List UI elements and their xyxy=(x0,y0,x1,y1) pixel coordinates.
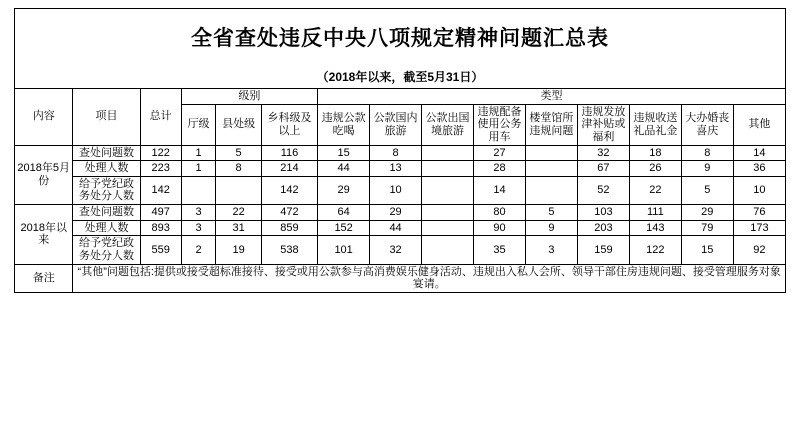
cell-value xyxy=(525,176,577,204)
cell-value: 1 xyxy=(181,145,216,161)
cell-value xyxy=(525,145,577,161)
cell-total: 122 xyxy=(140,145,181,161)
header-type-0: 违规公款吃喝 xyxy=(318,104,370,145)
header-type-5: 违规发放津补贴或福利 xyxy=(577,104,629,145)
document-page xyxy=(0,8,800,442)
cell-value: 9 xyxy=(681,161,733,177)
cell-value: 3 xyxy=(525,236,577,264)
cell-value: 2 xyxy=(181,236,216,264)
summary-table xyxy=(14,88,786,293)
cell-value: 29 xyxy=(318,176,370,204)
table-row xyxy=(15,176,786,204)
header-type-1: 公款国内旅游 xyxy=(370,104,422,145)
cell-value: 31 xyxy=(216,220,261,236)
cell-value: 122 xyxy=(629,236,681,264)
cell-value: 116 xyxy=(261,145,317,161)
period-label-1: 2018年以来 xyxy=(15,205,73,265)
cell-total: 893 xyxy=(140,220,181,236)
cell-value xyxy=(422,236,474,264)
page-title: 全省查处违反中央八项规定精神问题汇总表 xyxy=(191,25,609,50)
cell-value: 14 xyxy=(733,145,785,161)
cell-total: 223 xyxy=(140,161,181,177)
cell-value xyxy=(181,176,216,204)
cell-value: 8 xyxy=(370,145,422,161)
header-total: 总计 xyxy=(140,89,181,146)
cell-value: 142 xyxy=(261,176,317,204)
header-row-groups xyxy=(15,89,786,105)
cell-value: 9 xyxy=(525,220,577,236)
header-content-label: 内容 xyxy=(15,89,73,146)
cell-value xyxy=(422,161,474,177)
cell-value: 5 xyxy=(525,205,577,221)
cell-value: 22 xyxy=(216,205,261,221)
table-row xyxy=(15,205,786,221)
cell-value: 5 xyxy=(216,145,261,161)
cell-value: 28 xyxy=(474,161,526,177)
title-bar xyxy=(14,8,786,64)
cell-value: 79 xyxy=(681,220,733,236)
cell-value: 1 xyxy=(181,161,216,177)
header-type-2: 公款出国境旅游 xyxy=(422,104,474,145)
cell-value: 538 xyxy=(261,236,317,264)
row-project-label: 查处问题数 xyxy=(73,205,140,221)
header-level-0: 厅级 xyxy=(181,104,216,145)
cell-value: 44 xyxy=(370,220,422,236)
remark-text: “其他”问题包括:提供或接受超标准接待、接受或用公款参与高消费娱乐健身活动、违规出入私人会所、领导干部住房违规问题、接受管理服务对象宴请。 xyxy=(73,264,786,292)
cell-value: 859 xyxy=(261,220,317,236)
remark-label: 备注 xyxy=(15,264,73,292)
cell-value: 27 xyxy=(474,145,526,161)
cell-value: 13 xyxy=(370,161,422,177)
header-level-2: 乡科级及以上 xyxy=(261,104,317,145)
cell-value: 103 xyxy=(577,205,629,221)
row-project-label: 给予党纪政务处分人数 xyxy=(73,236,140,264)
cell-value: 76 xyxy=(733,205,785,221)
header-type-7: 大办婚丧喜庆 xyxy=(681,104,733,145)
row-project-label: 处理人数 xyxy=(73,161,140,177)
period-label-0: 2018年5月份 xyxy=(15,145,73,205)
table-row xyxy=(15,236,786,264)
cell-value: 19 xyxy=(216,236,261,264)
table-row xyxy=(15,145,786,161)
cell-value xyxy=(422,176,474,204)
cell-value: 36 xyxy=(733,161,785,177)
table-row xyxy=(15,161,786,177)
cell-value: 92 xyxy=(733,236,785,264)
cell-total: 559 xyxy=(140,236,181,264)
header-project: 项目 xyxy=(73,89,140,146)
header-type-4: 楼堂馆所违规问题 xyxy=(525,104,577,145)
cell-value: 5 xyxy=(681,176,733,204)
cell-value xyxy=(422,205,474,221)
cell-value: 32 xyxy=(370,236,422,264)
cell-value: 35 xyxy=(474,236,526,264)
header-type-6: 违规收送礼品礼金 xyxy=(629,104,681,145)
remark-row xyxy=(15,264,786,292)
cell-value: 22 xyxy=(629,176,681,204)
cell-value: 14 xyxy=(474,176,526,204)
cell-value: 32 xyxy=(577,145,629,161)
cell-value: 67 xyxy=(577,161,629,177)
cell-value xyxy=(422,220,474,236)
cell-value: 8 xyxy=(681,145,733,161)
cell-value: 8 xyxy=(216,161,261,177)
page-subtitle: （2018年以来，截至5月31日） xyxy=(316,69,484,84)
cell-value: 15 xyxy=(318,145,370,161)
cell-value: 3 xyxy=(181,220,216,236)
cell-value: 143 xyxy=(629,220,681,236)
cell-value xyxy=(422,145,474,161)
cell-total: 142 xyxy=(140,176,181,204)
header-type-3: 违规配备使用公务用车 xyxy=(474,104,526,145)
cell-value: 10 xyxy=(733,176,785,204)
cell-value: 90 xyxy=(474,220,526,236)
cell-value: 214 xyxy=(261,161,317,177)
row-project-label: 给予党纪政务处分人数 xyxy=(73,176,140,204)
cell-value: 3 xyxy=(181,205,216,221)
cell-value: 203 xyxy=(577,220,629,236)
row-project-label: 处理人数 xyxy=(73,220,140,236)
subtitle-bar xyxy=(14,64,786,88)
header-level-1: 县处级 xyxy=(216,104,261,145)
header-group-type: 类型 xyxy=(318,89,786,105)
cell-value: 26 xyxy=(629,161,681,177)
cell-value: 15 xyxy=(681,236,733,264)
cell-value xyxy=(525,161,577,177)
cell-value: 18 xyxy=(629,145,681,161)
cell-value: 44 xyxy=(318,161,370,177)
cell-value: 29 xyxy=(370,205,422,221)
cell-value: 472 xyxy=(261,205,317,221)
cell-value: 64 xyxy=(318,205,370,221)
cell-total: 497 xyxy=(140,205,181,221)
table-row xyxy=(15,220,786,236)
cell-value: 10 xyxy=(370,176,422,204)
cell-value: 152 xyxy=(318,220,370,236)
cell-value: 52 xyxy=(577,176,629,204)
header-type-8: 其他 xyxy=(733,104,785,145)
header-group-level: 级别 xyxy=(181,89,317,105)
cell-value xyxy=(216,176,261,204)
cell-value: 111 xyxy=(629,205,681,221)
cell-value: 29 xyxy=(681,205,733,221)
cell-value: 101 xyxy=(318,236,370,264)
row-project-label: 查处问题数 xyxy=(73,145,140,161)
cell-value: 173 xyxy=(733,220,785,236)
cell-value: 159 xyxy=(577,236,629,264)
cell-value: 80 xyxy=(474,205,526,221)
